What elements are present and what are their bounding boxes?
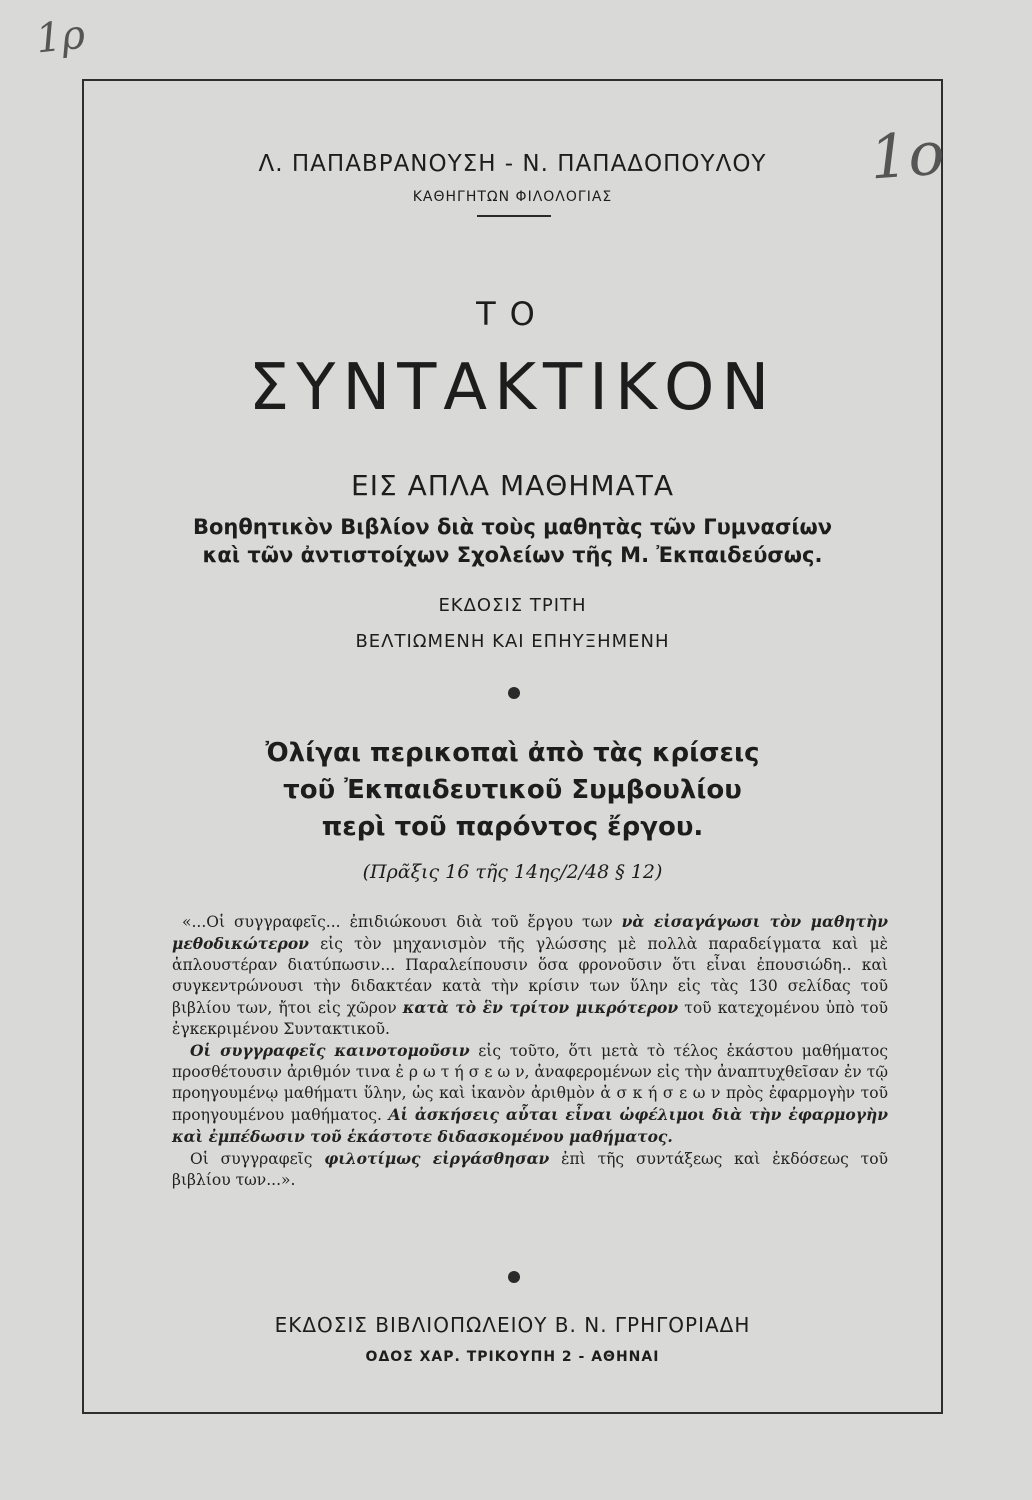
council-reference: (Πρᾶξις 16 τῆς 14ης/2/48 § 12): [362, 861, 663, 883]
edition-improved-label: ΒΕΛΤΙΩΜΕΝΗ ΚΑΙ ΕΠΗΥΞΗΜΕΝΗ: [355, 631, 670, 652]
bullet-dot-icon: [508, 1271, 520, 1283]
bullet-dot-icon: [508, 687, 520, 699]
quote-text: εἰς τὸν μηχανισμὸν τῆς γλώσσης μὲ πολλὰ παραδείγματα καὶ μὲ ἁπλουστέραν διατύπωσιν... Παραλείπουσιν ὅσα φρονοῦσιν ὅτι εἶναι ἐπουσιώδη.. καὶ συγκεντρώνουσι τὴν διδακτέαν κατὰ τὴν κρίσιν των ὕλην εἰς τὰς 130 σελίδας τοῦ βιβλίου των, ἤτοι εἰς χῶρον: [172, 935, 888, 1017]
quote-paragraph: [172, 1040, 888, 1148]
description-line: Βοηθητικὸν Βιβλίον διὰ τοὺς μαθητὰς τῶν Γυμνασίων: [192, 515, 833, 539]
description-line: καὶ τῶν ἀντιστοίχων Σχολείων τῆς Μ. Ἐκπαιδεύσως.: [202, 543, 823, 567]
review-quote: [172, 911, 888, 1191]
quote-text: «...Οἱ συγγραφεῖς... ἐπιδιώκουσι διὰ τοῦ ἔργου των: [182, 913, 622, 931]
quote-emphasis: φιλοτίμως εἰργάσθησαν: [324, 1149, 550, 1168]
quote-emphasis: νὰ εἰσαγάγωσι τὸν μαθητὴν μεθοδικώτερον: [172, 912, 889, 953]
quote-emphasis: Αἱ ἀσκήσεις αὗται εἶναι ὠφέλιμοι διὰ τὴν ἐφαρμογὴν καὶ ἐμπέδωσιν τοῦ ἑκάστοτε διδασκομένου μαθήματος.: [172, 1105, 888, 1146]
quote-text: Οἱ συγγραφεῖς: [190, 1150, 325, 1168]
review-heading: [84, 735, 941, 846]
quote-text: ἐπὶ τῆς συντάξεως καὶ ἐκδόσεως τοῦ βιβλίου των...».: [172, 1150, 889, 1189]
publisher: ΕΚΔΟΣΙΣ ΒΙΒΛΙΟΠΩΛΕΙΟΥ Β. Ν. ΓΡΗΓΟΡΙΑΔΗ: [274, 1313, 751, 1337]
quote-emphasis: κατὰ τὸ ἓν τρίτον μικρότερον: [402, 998, 679, 1017]
quote-text: τοῦ κατεχομένου ὑπὸ τοῦ ἐγκεκριμένου Συντακτικοῦ.: [172, 999, 888, 1038]
cover-frame: [82, 79, 947, 1414]
review-heading-line: τοῦ Ἐκπαιδευτικοῦ Συμβουλίου: [283, 775, 742, 805]
quote-paragraph: [172, 1148, 888, 1191]
quote-text: εἰς τοῦτο, ὅτι μετὰ τὸ τέλος ἑκάστου μαθήματος προσθέτουσιν ἀριθμόν τινα ἐ ρ ω τ ή σ ε ω ν, ἀναφερομένων εἰς τὴν ἀναπτυχθεῖσαν ἐν τῷ προηγουμένῳ μαθήματι ὕλην, ὡς καὶ ἱκανὸν ἀριθμὸν ἀ σ κ ή σ ε ω ν πρὸς ἐφαρμογὴν τοῦ προηγουμένου μαθήματος.: [172, 1042, 889, 1124]
authors: Λ. ΠΑΠΑΒΡΑΝΟΥΣΗ - Ν. ΠΑΠΑΔΟΠΟΥΛΟΥ: [258, 151, 767, 177]
edition-label: ΕΚΔΟΣΙΣ ΤΡΙΤΗ: [438, 595, 587, 616]
handwritten-note: 1ο: [867, 118, 947, 194]
book-title: ΣΥΝΤΑΚΤΙΚΟΝ: [248, 351, 777, 425]
title-article: ΤΟ: [476, 295, 549, 333]
quote-paragraph: [172, 911, 888, 1040]
book-subtitle: ΕΙΣ ΑΠΛΑ ΜΑΘΗΜΑΤΑ: [351, 469, 674, 502]
authors-profession: ΚΑΘΗΓΗΤΩΝ ΦΙΛΟΛΟΓΙΑΣ: [412, 189, 613, 205]
review-heading-line: Ὀλίγαι περικοπαὶ ἀπὸ τὰς κρίσεις: [265, 738, 760, 768]
divider-rule: [477, 215, 551, 217]
publisher-address: ΟΔΟΣ ΧΑΡ. ΤΡΙΚΟΥΠΗ 2 - ΑΘΗΝΑΙ: [365, 1349, 660, 1365]
book-description: [84, 513, 941, 569]
quote-emphasis: Οἱ συγγραφεῖς καινοτομοῦσιν: [190, 1041, 470, 1060]
review-heading-line: περὶ τοῦ παρόντος ἔργου.: [321, 812, 704, 842]
handwritten-page-number: 1ρ: [33, 11, 88, 63]
